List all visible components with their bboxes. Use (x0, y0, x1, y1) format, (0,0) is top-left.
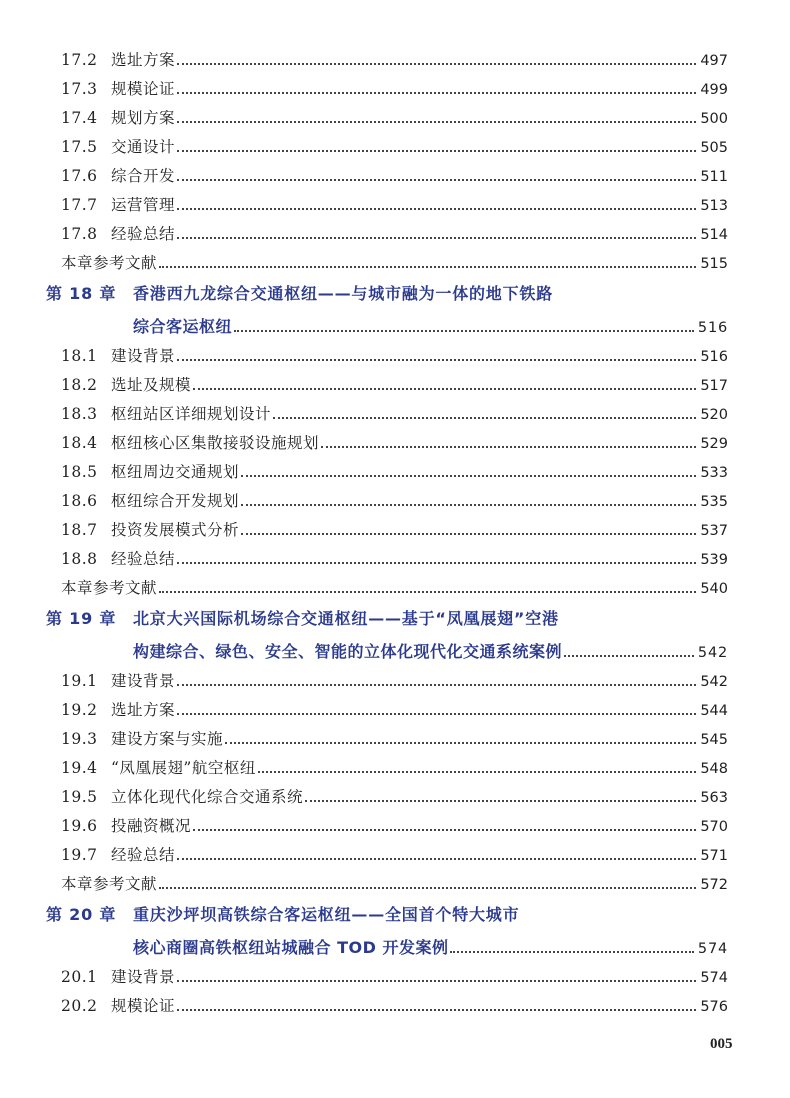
entry-title: 枢纽综合开发规划 (111, 491, 240, 510)
toc-entry (61, 781, 728, 805)
leader-dots (177, 1009, 696, 1011)
entry-title: 规模论证 (111, 79, 176, 98)
entry-page: 513 (700, 197, 728, 214)
entry-page: 544 (700, 702, 728, 719)
entry-page: 545 (700, 731, 728, 748)
entry-page: 576 (700, 998, 728, 1015)
entry-number: 19.5 (61, 787, 98, 806)
entry-title: 枢纽站区详细规划设计 (111, 404, 272, 423)
entry-number: 18.3 (61, 404, 98, 423)
chapter-title-line2: 构建综合、绿色、安全、智能的立体化现代化交通系统案例 (133, 642, 563, 661)
toc-entry-references (61, 247, 728, 271)
toc-entry (61, 427, 728, 451)
entry-page: 505 (700, 139, 728, 156)
entry-page: 539 (700, 551, 728, 568)
entry-title: 本章参考文献 (61, 253, 158, 272)
entry-number: 19.1 (61, 671, 98, 690)
entry-title: 本章参考文献 (61, 874, 158, 893)
entry-page: 574 (700, 969, 728, 986)
leader-dots (177, 63, 696, 65)
entry-page: 542 (700, 673, 728, 690)
entry-page: 511 (700, 168, 728, 185)
entry-title: 选址方案 (111, 700, 176, 719)
entry-title: 本章参考文献 (61, 578, 158, 597)
toc-entry (61, 102, 728, 126)
leader-dots (241, 504, 696, 506)
chapter-page: 516 (697, 319, 728, 336)
entry-number: 19.2 (61, 700, 98, 719)
toc-entry (61, 131, 728, 155)
entry-title: 交通设计 (111, 137, 176, 156)
chapter-heading (0, 278, 728, 302)
entry-number: 18.5 (61, 462, 98, 481)
entry-title: 投资发展模式分析 (111, 520, 240, 539)
entry-title: 投融资概况 (111, 816, 192, 835)
entry-page: 500 (700, 110, 728, 127)
entry-title: 经验总结 (111, 549, 176, 568)
toc-entry (61, 189, 728, 213)
chapter-title-line2: 核心商圈高铁枢纽站城融合 TOD 开发案例 (133, 938, 449, 957)
chapter-label: 第 20 章 (46, 905, 117, 924)
chapter-heading (0, 603, 728, 627)
entry-page: 533 (700, 464, 728, 481)
leader-dots (234, 330, 694, 332)
toc-entry (61, 723, 728, 747)
entry-page: 499 (700, 81, 728, 98)
toc-entry (61, 218, 728, 242)
toc-entry (61, 543, 728, 567)
entry-title: 综合开发 (111, 166, 176, 185)
leader-dots (177, 179, 696, 181)
entry-number: 18.6 (61, 491, 98, 510)
entry-number: 19.3 (61, 729, 98, 748)
toc-entry (61, 990, 728, 1014)
toc-entry-references (61, 572, 728, 596)
chapter-page: 542 (697, 644, 728, 661)
entry-title: 枢纽核心区集散接驳设施规划 (111, 433, 320, 452)
entry-title: 建设背景 (111, 346, 176, 365)
entry-number: 19.6 (61, 816, 98, 835)
entry-page: 572 (700, 876, 728, 893)
leader-dots (177, 208, 696, 210)
entry-number: 20.2 (61, 996, 98, 1015)
chapter-title-line2: 综合客运枢纽 (133, 317, 233, 336)
entry-page: 571 (700, 847, 728, 864)
entry-number: 18.7 (61, 520, 98, 539)
entry-number: 18.2 (61, 375, 98, 394)
leader-dots (177, 858, 696, 860)
leader-dots (193, 829, 696, 831)
leader-dots (177, 980, 696, 982)
entry-title: 立体化现代化综合交通系统 (111, 787, 304, 806)
entry-title: 规模论证 (111, 996, 176, 1015)
toc-entry (61, 398, 728, 422)
leader-dots (305, 800, 696, 802)
leader-dots (177, 684, 696, 686)
entry-title: 枢纽周边交通规划 (111, 462, 240, 481)
toc-entry (61, 665, 728, 689)
leader-dots (159, 266, 696, 268)
chapter-title-line1: 香港西九龙综合交通枢纽——与城市融为一体的地下铁路 (133, 284, 554, 303)
entry-title: “凤凰展翅”航空枢纽 (111, 758, 256, 777)
leader-dots (177, 562, 696, 564)
toc-entry (61, 369, 728, 393)
entry-number: 18.4 (61, 433, 98, 452)
toc-entry (61, 340, 728, 364)
entry-page: 516 (700, 348, 728, 365)
entry-number: 17.4 (61, 108, 98, 127)
toc-entry (61, 752, 728, 776)
leader-dots (321, 446, 696, 448)
leader-dots (177, 150, 696, 152)
entry-page: 535 (700, 493, 728, 510)
toc-entry (61, 514, 728, 538)
entry-title: 选址方案 (111, 50, 176, 69)
leader-dots (225, 742, 696, 744)
leader-dots (159, 591, 696, 593)
leader-dots (241, 533, 696, 535)
entry-number: 17.5 (61, 137, 98, 156)
entry-page: 563 (700, 789, 728, 806)
toc-entry (61, 73, 728, 97)
chapter-heading-cont (133, 311, 728, 335)
toc-entry (61, 44, 728, 68)
toc-entry (61, 839, 728, 863)
entry-number: 19.4 (61, 758, 98, 777)
leader-dots (450, 951, 693, 953)
entry-page: 514 (700, 226, 728, 243)
entry-page: 517 (700, 377, 728, 394)
leader-dots (177, 237, 696, 239)
chapter-title-line1: 重庆沙坪坝高铁综合客运枢纽——全国首个特大城市 (133, 905, 520, 924)
entry-number: 17.3 (61, 79, 98, 98)
entry-title: 规划方案 (111, 108, 176, 127)
leader-dots (273, 417, 696, 419)
chapter-label: 第 19 章 (46, 609, 117, 628)
leader-dots (177, 121, 696, 123)
entry-title: 选址及规模 (111, 375, 192, 394)
entry-page: 497 (700, 52, 728, 69)
entry-number: 17.8 (61, 224, 98, 243)
entry-page: 570 (700, 818, 728, 835)
toc-entry-references (61, 868, 728, 892)
entry-title: 经验总结 (111, 224, 176, 243)
toc-entry (61, 694, 728, 718)
leader-dots (193, 388, 696, 390)
leader-dots (177, 359, 696, 361)
leader-dots (258, 771, 696, 773)
chapter-title-line1: 北京大兴国际机场综合交通枢纽——基于“凤凰展翅”空港 (133, 609, 559, 628)
leader-dots (177, 713, 696, 715)
leader-dots (177, 92, 696, 94)
chapter-heading-cont (133, 636, 728, 660)
page-number: 005 (710, 1036, 733, 1052)
chapter-heading (0, 899, 728, 923)
entry-page: 548 (700, 760, 728, 777)
entry-number: 17.2 (61, 50, 98, 69)
entry-title: 建设背景 (111, 671, 176, 690)
leader-dots (564, 655, 694, 657)
toc-entry (61, 961, 728, 985)
toc-entry (61, 485, 728, 509)
entry-page: 515 (700, 255, 728, 272)
entry-page: 520 (700, 406, 728, 423)
entry-page: 529 (700, 435, 728, 452)
chapter-label: 第 18 章 (46, 284, 117, 303)
entry-page: 537 (700, 522, 728, 539)
entry-number: 20.1 (61, 967, 98, 986)
leader-dots (241, 475, 696, 477)
entry-title: 建设背景 (111, 967, 176, 986)
entry-page: 540 (700, 580, 728, 597)
toc-entry (61, 456, 728, 480)
toc-entry (61, 160, 728, 184)
chapter-page: 574 (697, 940, 728, 957)
entry-number: 18.8 (61, 549, 98, 568)
entry-title: 建设方案与实施 (111, 729, 224, 748)
entry-title: 经验总结 (111, 845, 176, 864)
chapter-heading-cont (133, 932, 728, 956)
leader-dots (159, 887, 696, 889)
toc-entry (61, 810, 728, 834)
entry-number: 19.7 (61, 845, 98, 864)
entry-title: 运营管理 (111, 195, 176, 214)
entry-number: 17.6 (61, 166, 98, 185)
entry-number: 18.1 (61, 346, 98, 365)
entry-number: 17.7 (61, 195, 98, 214)
